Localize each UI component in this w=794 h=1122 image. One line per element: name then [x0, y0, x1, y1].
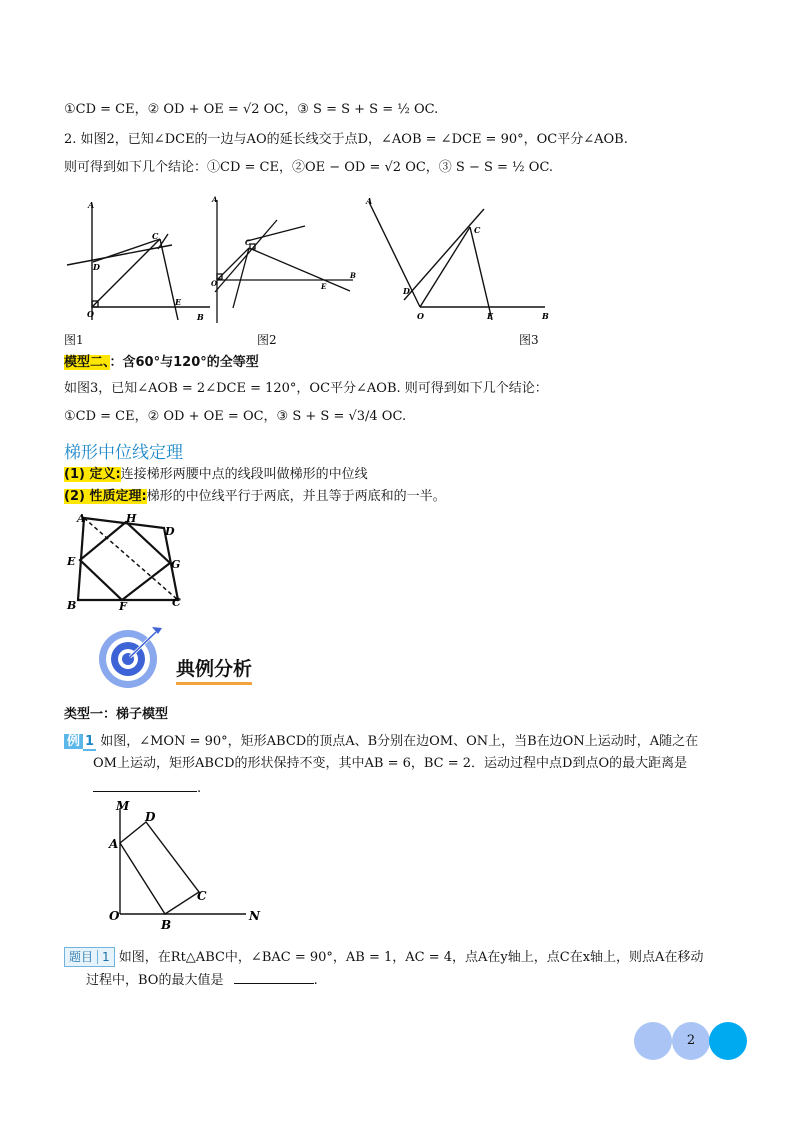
fig3-label-B: B: [542, 311, 549, 321]
example-1-text-3: .: [197, 781, 202, 796]
fig2-label-A: A: [212, 195, 218, 204]
conclusion-line-1: ①CD = CE，② OD + OE = √2 OC，③ S = S + S = ½ OC.: [64, 102, 439, 117]
fig2-label-B: B: [350, 271, 356, 280]
trap-label-H: H: [126, 512, 137, 525]
topic-1-text-1: 如图，在Rt△ABC中，∠BAC = 90°，AB = 1，AC = 4，点A在y轴上，点C在x轴上，则点A在移动: [118, 950, 704, 965]
trap-label-A: A: [77, 512, 86, 525]
model-2-title: ：含60°与120°的全等型: [109, 355, 259, 370]
ex1-label-D: D: [145, 810, 156, 824]
ex1-label-M: M: [116, 799, 130, 813]
fig1-label-D: D: [93, 262, 100, 272]
fig3-label-E: E: [487, 311, 494, 321]
fig2-label-E: E: [321, 282, 327, 291]
fig3-label-C: C: [474, 225, 481, 235]
answer-blank-2[interactable]: [234, 971, 314, 984]
topic-tag-box: [64, 947, 115, 967]
trap-label-D: D: [165, 525, 175, 538]
model-2-tag: 模型二、: [64, 355, 110, 370]
fig2-label-C: C: [245, 238, 251, 247]
definition-tag: (1) 定义:: [64, 467, 121, 482]
trap-label-G: G: [171, 558, 181, 571]
trapezoid-title: 梯形中位线定理: [64, 443, 183, 463]
topic-number: 1: [97, 950, 114, 964]
target-icon: [96, 624, 168, 690]
property-tag: (2) 性质定理:: [64, 489, 147, 504]
trapezoid-diagram: [62, 508, 192, 613]
ex1-label-A: A: [109, 837, 119, 851]
fig1-label-A: A: [88, 200, 95, 210]
ex1-label-N: N: [249, 909, 260, 923]
fig2-label-O: O: [211, 279, 218, 288]
page-dot-right: [709, 1022, 747, 1060]
definition-text: 连接梯形两腰中点的线段叫做梯形的中位线: [120, 467, 368, 482]
trap-label-C: C: [172, 596, 181, 609]
fig1-label-O: O: [87, 309, 94, 319]
model-2-heading: [64, 354, 259, 372]
ex1-label-C: C: [197, 889, 207, 903]
trap-label-E: E: [67, 555, 76, 568]
page-number: 2: [672, 1022, 710, 1060]
type-1-heading: 类型一：梯子模型: [64, 707, 169, 722]
figure-2-caption: 图2: [257, 333, 277, 347]
trap-label-B: B: [67, 599, 77, 612]
topic-1-line-2: [86, 971, 318, 990]
property-text: 梯形的中位线平行于两底，并且等于两底和的一半。: [146, 489, 446, 504]
example-1-text-1: 如图，∠MON = 90°，矩形ABCD的顶点A、B分别在边OM、ON上，当B在边ON上运动时，A随之在: [100, 734, 699, 749]
topic-1-text-3: .: [313, 973, 318, 988]
problem-line-2: 2. 如图2，已知∠DCE的一边与AO的延长线交于点D，∠AOB = ∠DCE = 90°，OC平分∠AOB.: [64, 132, 628, 147]
fig1-label-E: E: [175, 297, 182, 307]
example-1-line-1: [64, 733, 698, 751]
example-tag: 例: [64, 734, 83, 749]
figure-3-diagram: [360, 192, 560, 327]
section-title: 典例分析: [176, 654, 252, 685]
model-2-conclusions: ①CD = CE，② OD + OE = OC，③ S + S = √3/4 OC.: [64, 409, 407, 424]
trap-label-F: F: [119, 600, 127, 613]
example-1-line-2: OM上运动，矩形ABCD的形状保持不变，其中AB = 6，BC = 2．运动过程中点D到点O的最大距离是: [93, 756, 688, 771]
fig1-label-C: C: [152, 231, 159, 241]
figure-1-diagram: [60, 192, 220, 327]
ex1-label-B: B: [161, 918, 172, 931]
page-dot-left: [634, 1022, 672, 1060]
figure-2-diagram: [205, 188, 365, 323]
topic-1-line-1: [64, 947, 703, 967]
conclusion-line-2: 则可得到如下几个结论：①CD = CE，②OE − OD = √2 OC，③ S − S = ½ OC.: [64, 160, 554, 175]
example-1-diagram: [104, 796, 269, 931]
fig3-label-A: A: [366, 196, 373, 206]
figure-1-caption: 图1: [64, 333, 84, 347]
ex1-label-O: O: [109, 909, 120, 923]
topic-1-text-2: 过程中，BO的最大值是: [86, 973, 224, 988]
figure-3-caption: 图3: [519, 333, 539, 347]
fig1-label-B: B: [197, 312, 204, 322]
trapezoid-property: [64, 488, 446, 506]
model-2-description: 如图3，已知∠AOB = 2∠DCE = 120°，OC平分∠AOB. 则可得到如下几个结论：: [64, 381, 548, 396]
answer-blank-1[interactable]: [93, 779, 197, 792]
trapezoid-definition: [64, 466, 368, 484]
fig3-label-O: O: [417, 311, 424, 321]
topic-tag: 题目: [69, 950, 94, 964]
example-number: 1: [85, 734, 95, 749]
fig3-label-D: D: [403, 286, 410, 296]
